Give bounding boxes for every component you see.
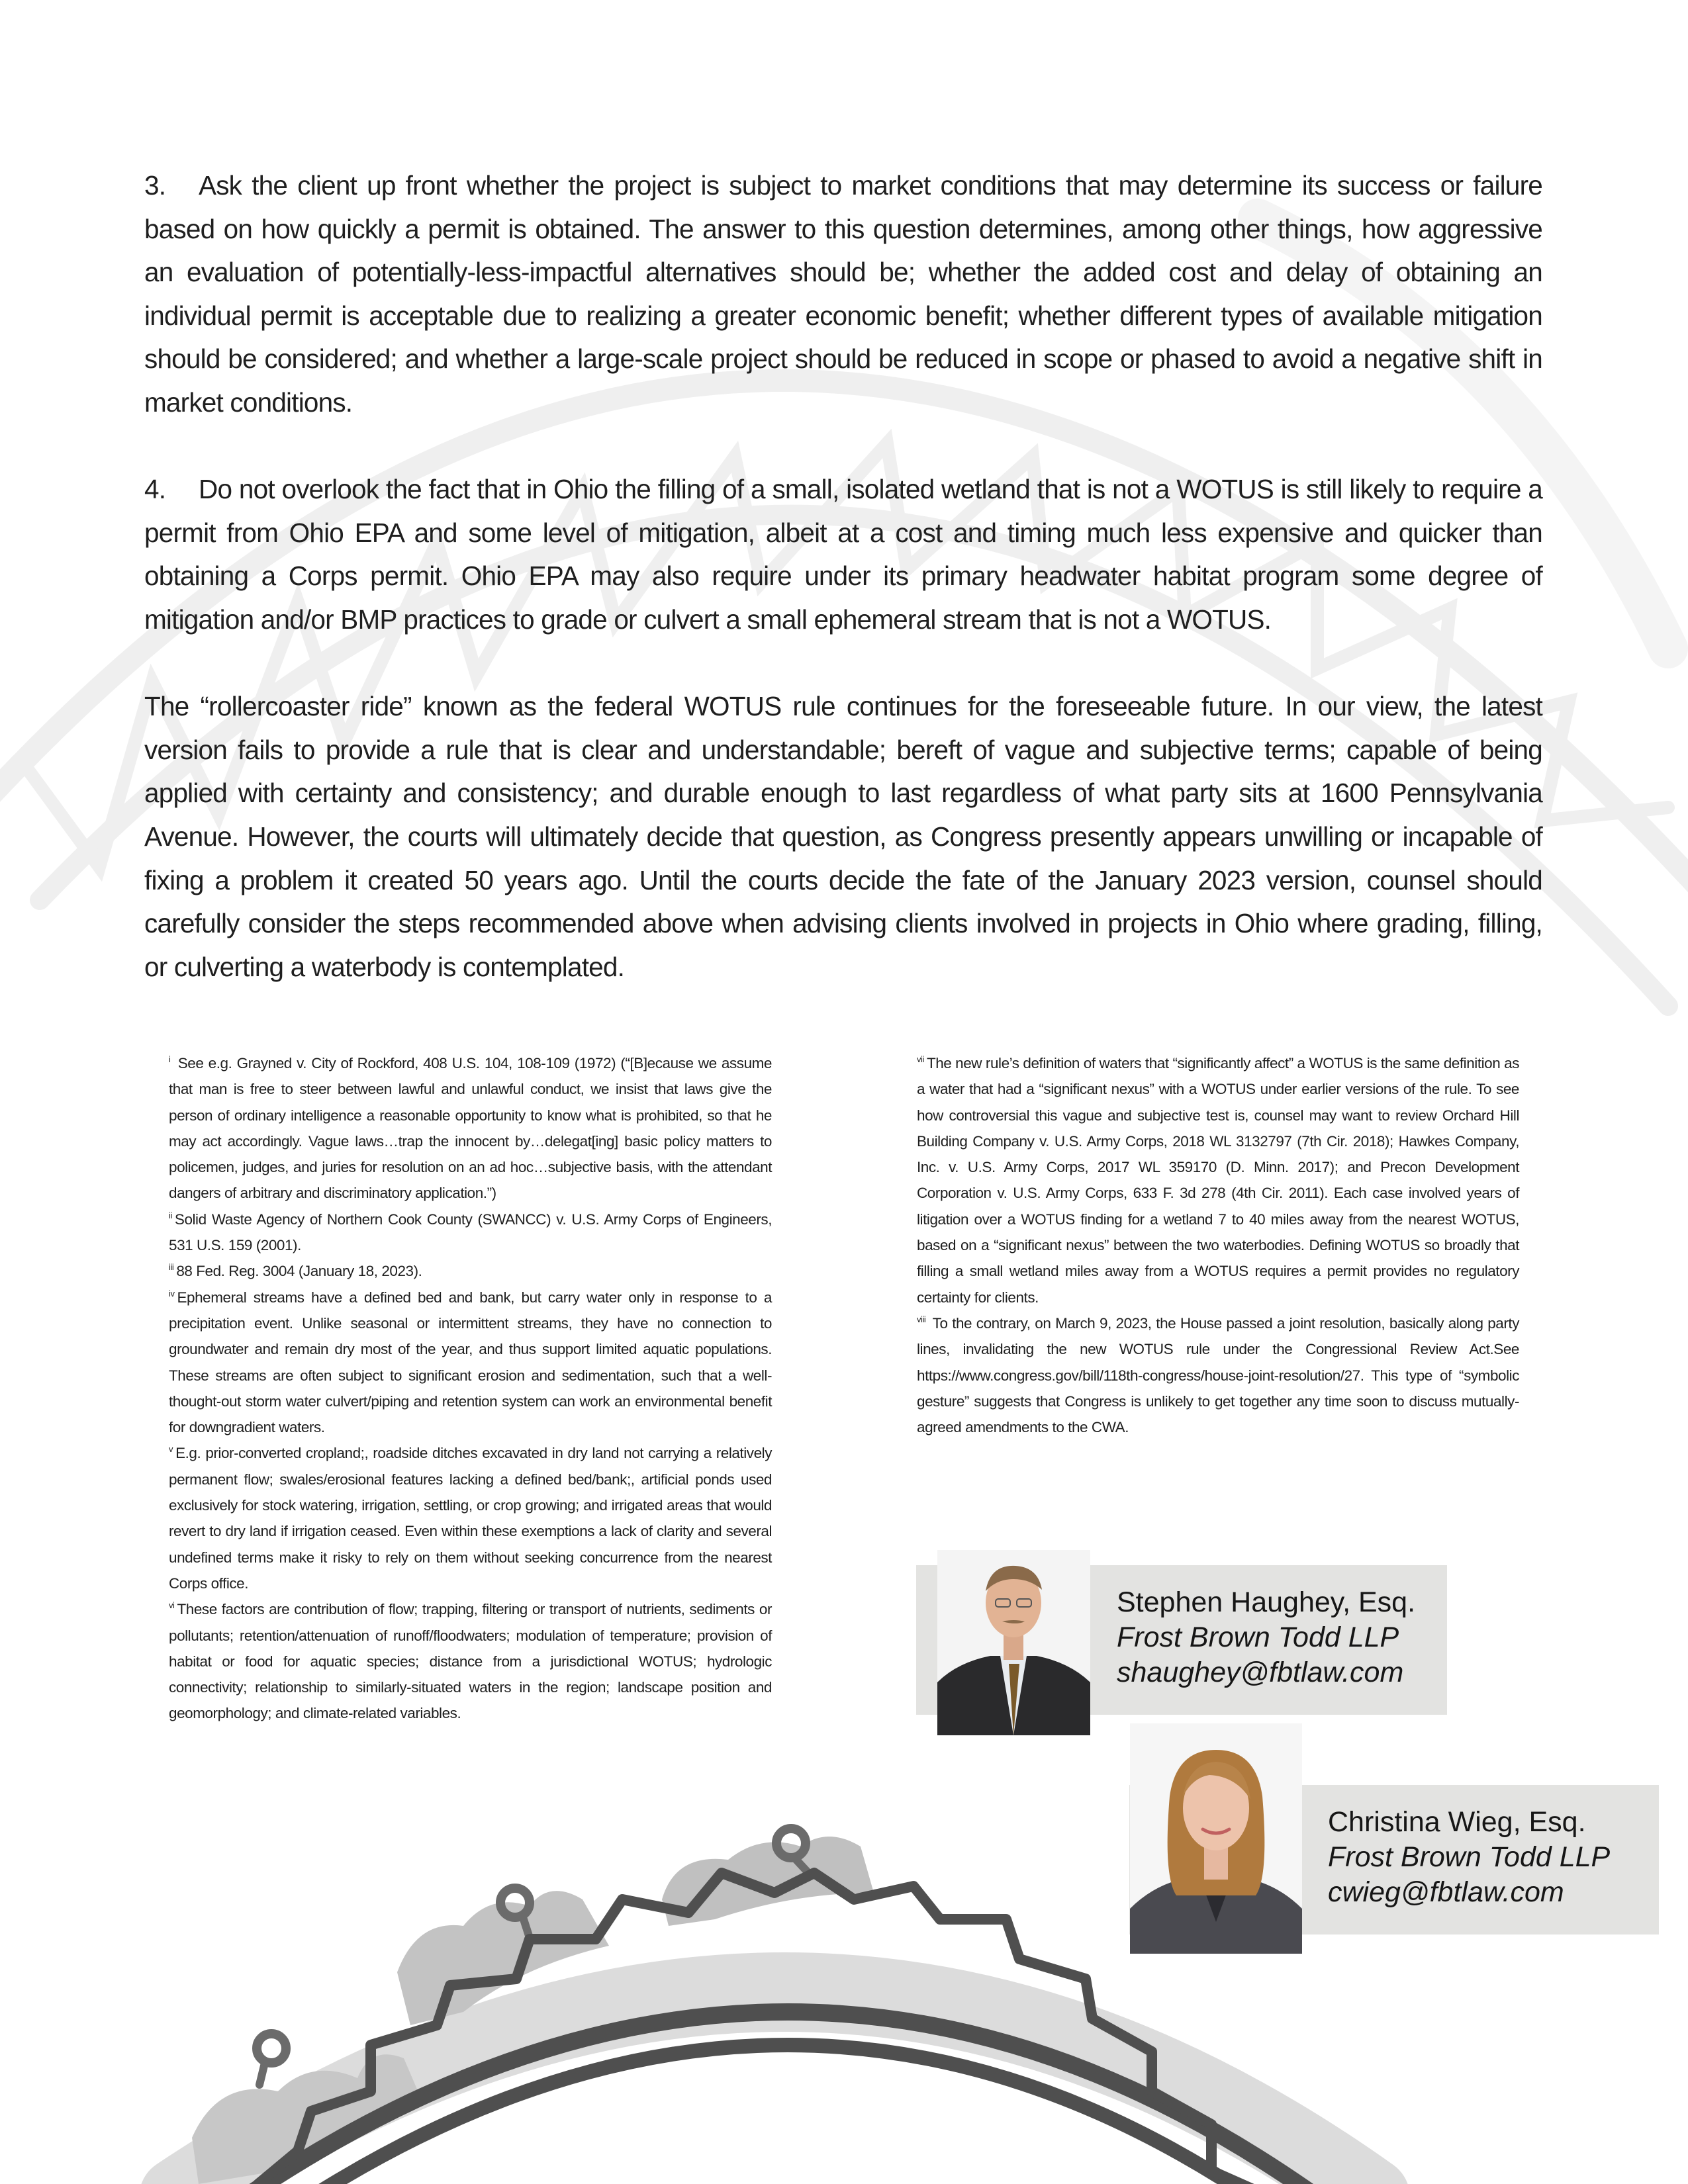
list-item-3 xyxy=(144,164,1542,425)
author-email[interactable]: cwieg@fbtlaw.com xyxy=(1328,1876,1564,1908)
endnote-marker: v xyxy=(169,1444,173,1455)
endnote-marker: ii xyxy=(169,1210,172,1220)
author-name: Christina Wieg, Esq. xyxy=(1328,1806,1586,1838)
endnote-marker: iii xyxy=(169,1262,174,1273)
endnote-text: See e.g. Grayned v. City of Rockford, 408 U.S. 104, 108-109 (1972) (“[B]ecause we assume that man is free to steer between lawful and unlawful conduct, we insist that laws give the person of ordinary intelligence a reasonable opportunity to know what is prohibited, so that he may act accordingly. Vague laws…trap the innocent by…delegat[ing] basic policy matters to policemen, judges, and juries for resolution on an ad hoc…subjective basis, with the attendant dangers of arbitrary and discriminatory application.”) xyxy=(169,1055,772,1202)
endnote xyxy=(169,1258,772,1284)
list-item-text: Do not overlook the fact that in Ohio the filling of a small, isolated wetland that is not a WOTUS is still likely to require a permit from Ohio EPA and some level of mitigation, albeit at a cost and timing much less expensive and quicker than obtaining a Corps permit. Ohio EPA may also require under its primary headwater habitat program some degree of mitigation and/or BMP practices to grade or culvert a small ephemeral stream that is not a WOTUS. xyxy=(144,474,1542,635)
endnote xyxy=(169,1596,772,1726)
endnote-text: These factors are contribution of flow; trapping, filtering or transport of nutrients, sediments or pollutants; retention/attenuation of runoff/floodwaters; modulation of temperature; provision of habitat or food for aquatic species; distance from a jurisdictional WOTUS; hydrologic connectivity; relationship to similarly-situated waters in the region; landscape position and geomorphology; and climate-related variables. xyxy=(169,1601,772,1722)
endnote-text: E.g. prior-converted cropland;, roadside ditches excavated in dry land not carrying a relatively permanent flow; swales/erosional features lacking a defined bed/bank;, artificial ponds used exclusively for stock watering, irrigation, settling, or crop growing; and irrigated areas that would revert to dry land if irrigation ceased. Even within these exemptions a lack of clarity and several undefined terms make it risky to rely on them without seeking concurrence from the nearest Corps office. xyxy=(169,1445,772,1592)
author-firm: Frost Brown Todd LLP xyxy=(1117,1621,1399,1653)
author-firm: Frost Brown Todd LLP xyxy=(1328,1841,1611,1873)
author-1 xyxy=(1117,1585,1415,1690)
list-number: 3. xyxy=(144,170,166,201)
author-email[interactable]: shaughey@fbtlaw.com xyxy=(1117,1657,1404,1688)
endnote xyxy=(169,1050,772,1206)
endnote-marker: vii xyxy=(917,1054,924,1064)
article-body xyxy=(144,164,1542,1032)
endnote-text: The new rule’s definition of waters that “significantly affect” a WOTUS is the same definition as a water that had a “significant nexus” with a WOTUS under earlier versions of the rule. To see how controversial this vague and subjective test is, counsel may want to review Orchard Hill Building Company v. U.S. Army Corps, 2018 WL 3132797 (7th Cir. 2018); Hawkes Company, Inc. v. U.S. Army Corps, 2017 WL 359170 (D. Minn. 2017); and Precon Development Corporation v. U.S. Army Corps, 633 F. 3d 278 (4th Cir. 2011). Each case involved years of litigation over a WOTUS finding for a wetland 7 to 40 miles away from the nearest WOTUS, based on a “significant nexus” between the two waterbodies. Defining WOTUS so broadly that filling a small wetland miles away from a WOTUS requires a permit provides no regulatory certainty for clients. xyxy=(917,1055,1519,1306)
endnote-marker: viii xyxy=(917,1314,926,1324)
list-number: 4. xyxy=(144,474,166,505)
list-item-text: Ask the client up front whether the project is subject to market conditions that may determine its success or failure based on how quickly a permit is obtained. The answer to this question determines, among other things, how aggressive an evaluation of potentially-less-impactful alternatives should be; whether the added cost and delay of obtaining an individual permit is acceptable due to realizing a greater economic benefit; whether different types of available mitigation should be considered; and whether a large-scale project should be reduced in scope or phased to avoid a negative shift in market conditions. xyxy=(144,170,1542,418)
endnote xyxy=(917,1310,1519,1440)
author-name: Stephen Haughey, Esq. xyxy=(1117,1586,1416,1618)
list-item-4 xyxy=(144,468,1542,641)
endnote-text: Ephemeral streams have a defined bed and bank, but carry water only in response to a precipitation event. Unlike seasonal or intermittent streams, they have no connection to groundwater and remain dry most of the year, and thus support limited aquatic populations. These streams are often subject to significant erosion and sedimentation, such that a well-thought-out storm water culvert/piping and retention system can work an environmental benefit for downgradient waters. xyxy=(169,1289,772,1436)
endnote-text: Solid Waste Agency of Northern Cook County (SWANCC) v. U.S. Army Corps of Engineers, 531 U.S. 159 (2001). xyxy=(169,1210,772,1254)
endnote-marker: i xyxy=(169,1054,171,1064)
endnote xyxy=(917,1050,1519,1310)
endnote xyxy=(169,1285,772,1441)
endnote-marker: iv xyxy=(169,1288,175,1298)
author-photo xyxy=(937,1550,1090,1735)
author-photo xyxy=(1130,1723,1302,1954)
endnotes-right-column xyxy=(917,1050,1519,1440)
conclusion-paragraph: The “rollercoaster ride” known as the federal WOTUS rule continues for the foreseeable future. In our view, the latest version fails to provide a rule that is clear and understandable; bereft of vague and subjective terms; capable of being applied with certainty and consistency; and durable enough to last regardless of what party sits at 1600 Pennsylvania Avenue. However, the courts will ultimately decide that question, as Congress presently appears unwilling or incapable of fixing a problem it created 50 years ago. Until the courts decide the fate of the January 2023 version, counsel should carefully consider the steps recommended above when advising clients involved in projects in Ohio where grading, filling, or culverting a waterbody is contemplated. xyxy=(144,691,1542,982)
endnote-text: To the contrary, on March 9, 2023, the House passed a joint resolution, basically along party lines, invalidating the new WOTUS rule under the Congressional Review Act.See https://www.congress.gov/bill/118th-congress/house-joint-resolution/27. This type of “symbolic gesture” suggests that Congress is unlikely to get together any time soon to discuss mutually-agreed amendments to the CWA. xyxy=(917,1314,1519,1436)
endnote xyxy=(169,1440,772,1596)
author-2 xyxy=(1328,1805,1610,1910)
endnote-marker: vi xyxy=(169,1600,175,1611)
endnote xyxy=(169,1206,772,1259)
endnote-text: 88 Fed. Reg. 3004 (January 18, 2023). xyxy=(176,1263,422,1280)
endnotes-left-column xyxy=(169,1050,772,1727)
